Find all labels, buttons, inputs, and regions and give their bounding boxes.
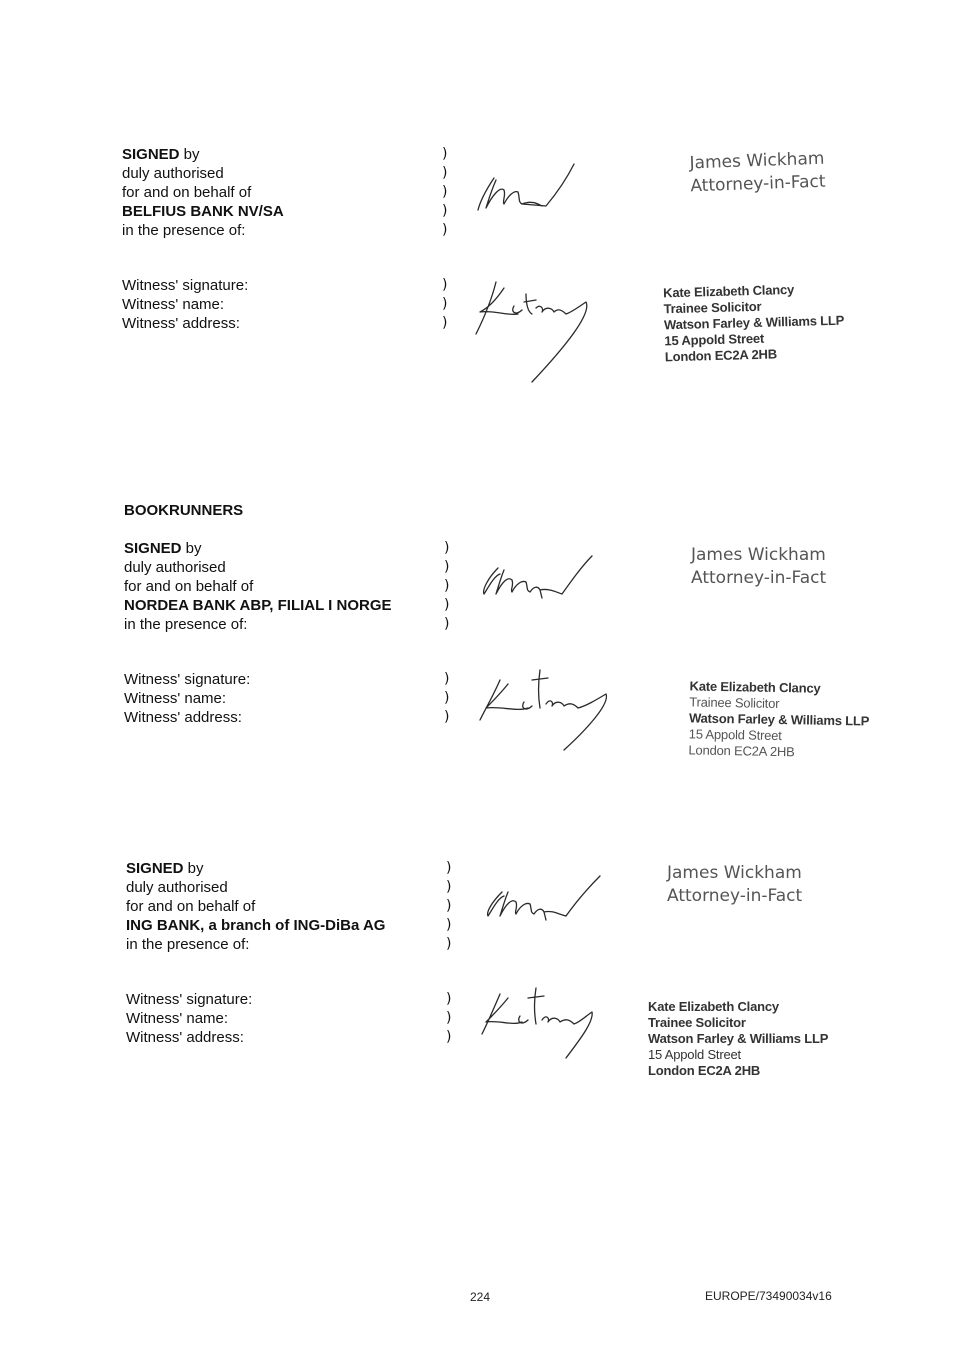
witness-stamp-street: 15 Appold Street: [688, 726, 782, 744]
attorney-typed-name: [689, 148, 826, 199]
witness-signature-label: Witness' signature:: [122, 277, 249, 294]
bracket-column: ) ) ): [444, 671, 450, 725]
bracket-column: ) ) ) ) ): [444, 540, 450, 632]
attorney-typed-name: [691, 544, 826, 590]
witness-address-label: Witness' address:: [126, 1029, 244, 1046]
witness-stamp: [648, 999, 828, 1079]
witness-name-label: Witness' name:: [126, 1010, 229, 1027]
witness-stamp-role: Trainee Solicitor: [663, 298, 762, 317]
attorney-name: James Wickham: [689, 148, 825, 174]
attorney-name: James Wickham: [691, 545, 826, 565]
witness-stamp-city: London EC2A 2HB: [648, 1063, 761, 1078]
duly-authorised-text: duly authorised: [124, 559, 226, 576]
witness-signature-label: Witness' signature:: [126, 991, 253, 1008]
presence-text: in the presence of:: [122, 222, 246, 239]
witness-stamp-name: Kate Elizabeth Clancy: [648, 999, 779, 1014]
bracket-column: ) ) ) ) ): [446, 860, 452, 952]
bracket-column: ) ) ): [442, 277, 448, 331]
on-behalf-of-text: for and on behalf of: [122, 184, 252, 201]
on-behalf-of-text: for and on behalf of: [124, 578, 254, 595]
signatory-block-ing: [126, 859, 385, 954]
witness-labels: [122, 276, 248, 333]
witness-signature-label: Witness' signature:: [124, 671, 251, 688]
attorney-title: Attorney-in-Fact: [690, 171, 826, 197]
signed-by-text: by: [183, 860, 204, 877]
attorney-signature: [478, 552, 598, 612]
witness-labels: [126, 990, 252, 1047]
on-behalf-of-text: for and on behalf of: [126, 898, 256, 915]
witness-address-label: Witness' address:: [124, 709, 242, 726]
witness-stamp-city: London EC2A 2HB: [664, 346, 778, 365]
party-name: ING BANK, a branch of ING-DiBa AG: [126, 917, 386, 934]
document-reference: EUROPE/73490034v16: [705, 1289, 832, 1303]
witness-signature: [480, 986, 600, 1060]
witness-stamp-role: Trainee Solicitor: [689, 694, 780, 712]
page-number: 224: [470, 1290, 491, 1304]
signed-label: SIGNED: [122, 146, 180, 163]
witness-address-label: Witness' address:: [122, 315, 240, 332]
witness-stamp-name: Kate Elizabeth Clancy: [689, 678, 821, 696]
witness-stamp-firm: Watson Farley & Williams LLP: [663, 312, 845, 333]
section-heading: BOOKRUNNERS: [124, 502, 244, 519]
witness-stamp-city: London EC2A 2HB: [688, 742, 795, 760]
witness-stamp-street: 15 Appold Street: [648, 1047, 741, 1062]
witness-stamp-role: Trainee Solicitor: [648, 1015, 746, 1030]
witness-name-label: Witness' name:: [122, 296, 225, 313]
signatory-block-belfius: [122, 145, 284, 240]
signed-label: SIGNED: [124, 540, 182, 557]
signed-by-text: by: [179, 146, 200, 163]
attorney-title: Attorney-in-Fact: [691, 568, 827, 588]
attorney-title: Attorney-in-Fact: [667, 886, 803, 906]
witness-stamp: [688, 678, 870, 761]
bracket-column: ) ) ) ) ): [442, 146, 448, 238]
witness-stamp-name: Kate Elizabeth Clancy: [662, 281, 795, 301]
signed-by-text: by: [181, 540, 202, 557]
duly-authorised-text: duly authorised: [126, 879, 228, 896]
witness-signature: [474, 278, 604, 388]
attorney-name: James Wickham: [667, 863, 802, 883]
attorney-signature: [476, 160, 586, 220]
witness-stamp: [663, 281, 845, 366]
witness-labels: [124, 670, 250, 727]
attorney-signature: [480, 872, 610, 932]
witness-stamp-firm: Watson Farley & Williams LLP: [688, 710, 870, 729]
attorney-typed-name: [667, 862, 802, 908]
party-name: BELFIUS BANK NV/SA: [122, 203, 284, 220]
presence-text: in the presence of:: [124, 616, 248, 633]
witness-stamp-firm: Watson Farley & Williams LLP: [648, 1031, 829, 1046]
signatory-block-nordea: [124, 539, 392, 634]
bracket-column: ) ) ): [446, 991, 452, 1045]
signed-label: SIGNED: [126, 860, 184, 877]
witness-stamp-street: 15 Appold Street: [664, 330, 765, 349]
duly-authorised-text: duly authorised: [122, 165, 224, 182]
witness-name-label: Witness' name:: [124, 690, 227, 707]
witness-signature: [478, 668, 618, 752]
party-name: NORDEA BANK ABP, FILIAL I NORGE: [124, 597, 392, 614]
presence-text: in the presence of:: [126, 936, 250, 953]
